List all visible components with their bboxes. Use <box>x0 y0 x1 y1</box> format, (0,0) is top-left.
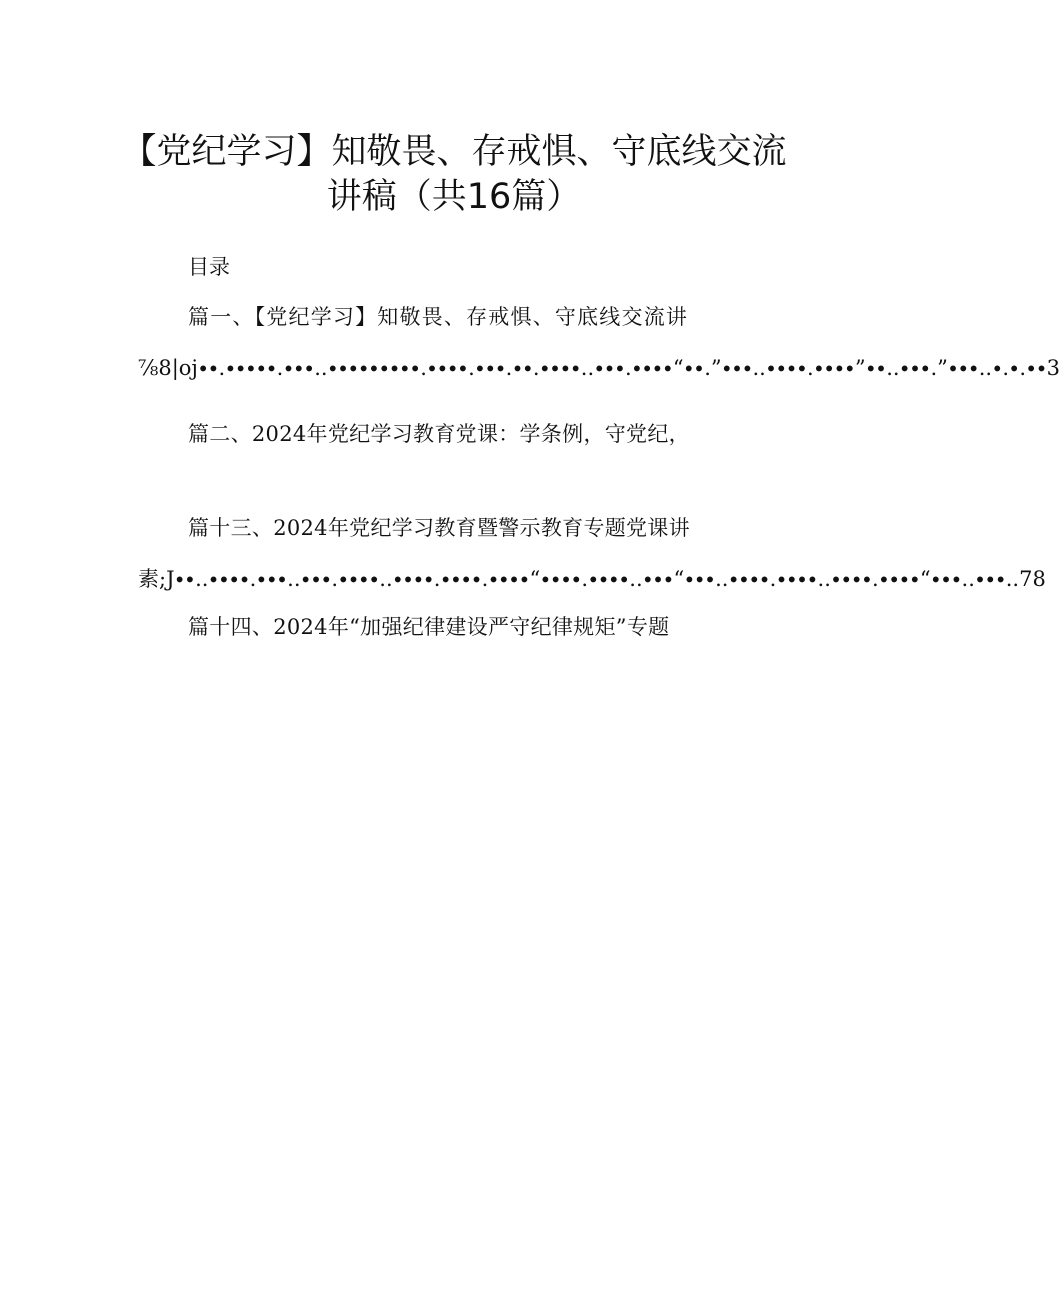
toc-entry-1-leader: ⅞8|oj∙∙.∙∙∙∙∙.∙∙∙..∙∙∙∙∙∙∙∙∙.∙∙∙∙.∙∙∙.∙∙.∙∙∙∙..∙∙∙.∙∙∙∙“∙∙.”∙∙∙..∙∙∙∙.∙∙∙∙”∙∙..∙∙∙.”∙∙∙..∙.∙.∙∙3 <box>138 356 1060 380</box>
toc-heading: 目录 <box>188 255 230 279</box>
toc-entry-13-leader: 素;J∙∙..∙∙∙∙.∙∙∙..∙∙∙.∙∙∙∙..∙∙∙∙.∙∙∙∙.∙∙∙∙“∙∙∙∙.∙∙∙∙..∙∙∙“∙∙∙..∙∙∙∙.∙∙∙∙..∙∙∙∙.∙∙∙∙“∙∙∙..∙∙∙..78 <box>138 567 1046 591</box>
toc-entry-14-title: 篇十四、2024年“加强纪律建设严守纪律规矩”专题 <box>188 615 670 639</box>
document-title-line-1: 【党纪学习】知敬畏、存戒惧、守底线交流 <box>121 132 787 172</box>
document-title-line-2: 讲稿（共16篇） <box>326 177 582 217</box>
toc-entry-2-title: 篇二、2024年党纪学习教育党课：学条例，守党纪， <box>188 422 690 446</box>
toc-entry-1-title: 篇一、【党纪学习】知敬畏、存戒惧、守底线交流讲 <box>188 305 689 329</box>
toc-entry-13-title: 篇十三、2024年党纪学习教育暨警示教育专题党课讲 <box>188 516 690 540</box>
